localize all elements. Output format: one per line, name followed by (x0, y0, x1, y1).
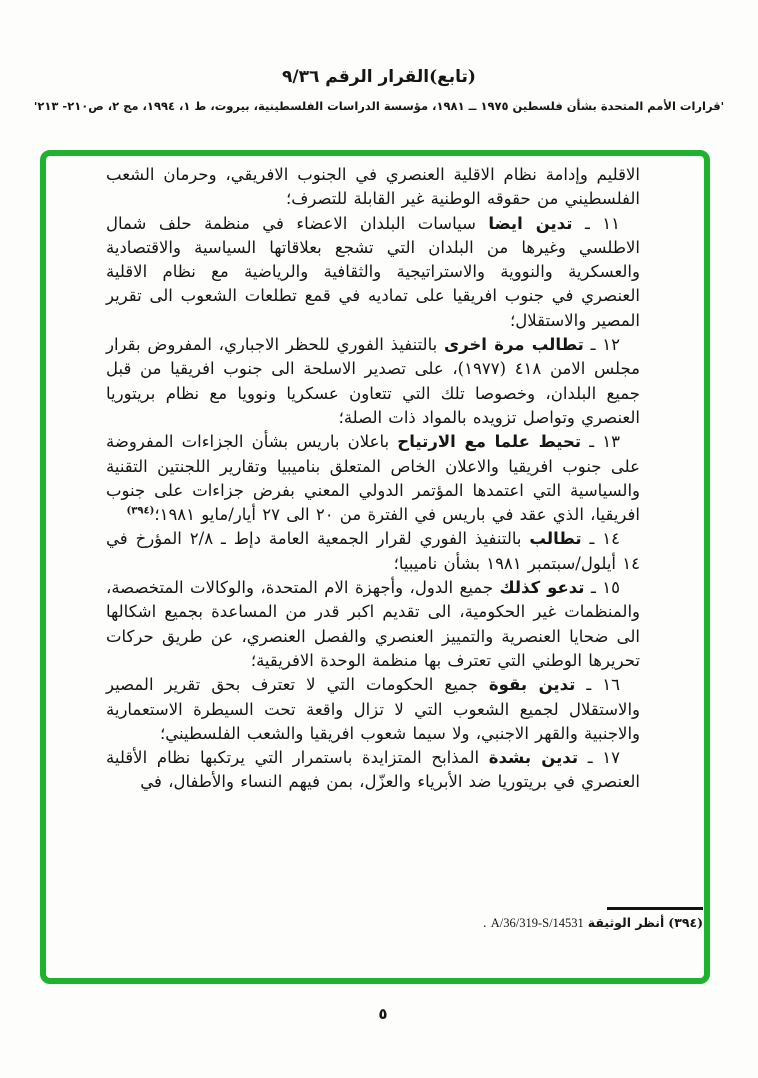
paragraph-16 (106, 673, 640, 746)
paragraph-text: المذابح المتزايدة باستمرار التي يرتكبها نظام الأقلية العنصري في بريتوريا ضد الأبرياء والعزّل، بمن فيهم النساء والأطفال، في (106, 748, 640, 792)
paragraph-text: بالتنفيذ الفوري للحظر الاجباري، المفروض بقرار مجلس الامن ٤١٨ (١٩٧٧)، على تصدير الاسلحة الى جنوب افريقيا من قبل جميع البلدان، وخصوصا تلك التي تتعاون عسكريا ونوويا مع نظام بريتوريا العنصري وتواصل تزويده بالمواد ذات الصلة؛ (106, 335, 641, 427)
paragraph-text: جميع الحكومات التي لا تعترف بحق تقرير المصير والاستقلال لجميع الشعوب التي لا تزال واقعة تحت السيطرة الاستعمارية والاجنبية والقهر الاجنبي، ولا سيما شعوب افريقيا والشعب الفلسطيني؛ (106, 675, 640, 743)
paragraph-lead: تدين ايضا (488, 213, 573, 233)
page-number: ٥ (378, 1005, 388, 1023)
paragraph-continuation (106, 163, 640, 212)
paragraph-lead: تحيط علما مع الارتياح (397, 432, 582, 452)
footnote-period: . (482, 915, 487, 930)
footnote-separator (607, 907, 703, 910)
paragraph-text: جميع الدول، وأجهزة الام المتحدة، والوكالات المتخصصة، والمنظمات غير الحكومية، الى تقديم اكبر قدر من المساعدة بجميع اشكالها الى ضحايا العنصرية والتمييز العنصري والفصل العنصري، عن طريق حركات تحريرها الوطني التي تعترف بها منظمة الوحدة الافريقية؛ (106, 578, 640, 670)
paragraph-lead: تدعو كذلك (499, 578, 585, 598)
footnote-reference: (٣٩٤) (126, 505, 155, 517)
paragraph-lead: تدين بقوة (488, 675, 576, 695)
paragraph-number: ١٦ ـ (575, 675, 620, 695)
paragraph-text: الاقليم وإدامة نظام الاقلية العنصري في الجنوب الافريقي، وحرمان الشعب الفلسطيني من حقوقه الوطنية غير القابلة للتصرف؛ (106, 165, 640, 209)
paragraph-text: باعلان باريس بشأن الجزاءات المفروضة على جنوب افريقيا والاعلان الخاص المتعلق بناميبيا وتقارير اللجنتين التقنية والسياسية التي اعتمدها المؤتمر الدولي المعني بفرض جزاءات على جنوب افريقيا، الذي عقد في باريس في الفترة من ٢٠ الى ٢٧ أيار/مايو ١٩٨١؛ (106, 432, 640, 525)
paragraph-lead: تطالب مرة اخرى (443, 335, 584, 355)
paragraph-number: ١١ ـ (572, 213, 621, 233)
footnote (483, 915, 703, 931)
paragraph-number: ١٢ ـ (583, 335, 620, 355)
paragraph-12 (106, 333, 640, 430)
resolution-body (106, 163, 640, 795)
paragraph-17 (106, 746, 640, 795)
paragraph-11 (106, 212, 640, 333)
paragraph-14 (106, 527, 640, 576)
paragraph-number: ١٧ ـ (578, 748, 620, 768)
paragraph-number: ١٣ ـ (581, 432, 621, 452)
footnote-document-number: A/36/319-S/14531 (490, 916, 584, 930)
paragraph-number: ١٥ ـ (584, 578, 621, 598)
footnote-label: أنظر الوثيقة (587, 915, 665, 930)
paragraph-number: ١٤ ـ (581, 529, 620, 549)
footnote-marker: (٣٩٤) (668, 915, 703, 930)
page-title: (تابع)القرار الرقم ٩/٣٦ (282, 67, 476, 87)
paragraph-13 (106, 430, 640, 527)
paragraph-text: بالتنفيذ الفوري لقرار الجمعية العامة دإط ـ ٢/٨ المؤرخ في ١٤ أيلول/سبتمبر ١٩٨١ بشأن ناميبيا؛ (106, 529, 640, 573)
paragraph-15 (106, 576, 640, 673)
paragraph-lead: تدين بشدة (488, 748, 579, 768)
source-citation: 'قرارات الأمم المتحدة بشأن فلسطين ١٩٧٥ ــ ١٩٨١، مؤسسة الدراسات الفلسطينية، بيروت، ط ١، ١٩٩٤، مج ٢، ص٢١٠- ٢١٣' (33, 99, 725, 113)
paragraph-text: سياسات البلدان الاعضاء في منظمة حلف شمال الاطلسي وغيرها من البلدان التي تشجع بعلاقاتها السياسية والاقتصادية والعسكرية والنووية والاستراتيجية والثقافية والرياضية مع نظام الاقلية العنصري في جنوب افريقيا على تماديه في قمع تطلعات الشعوب الى تقرير المصير والاستقلال؛ (106, 213, 640, 330)
paragraph-lead: تطالب (529, 529, 582, 549)
